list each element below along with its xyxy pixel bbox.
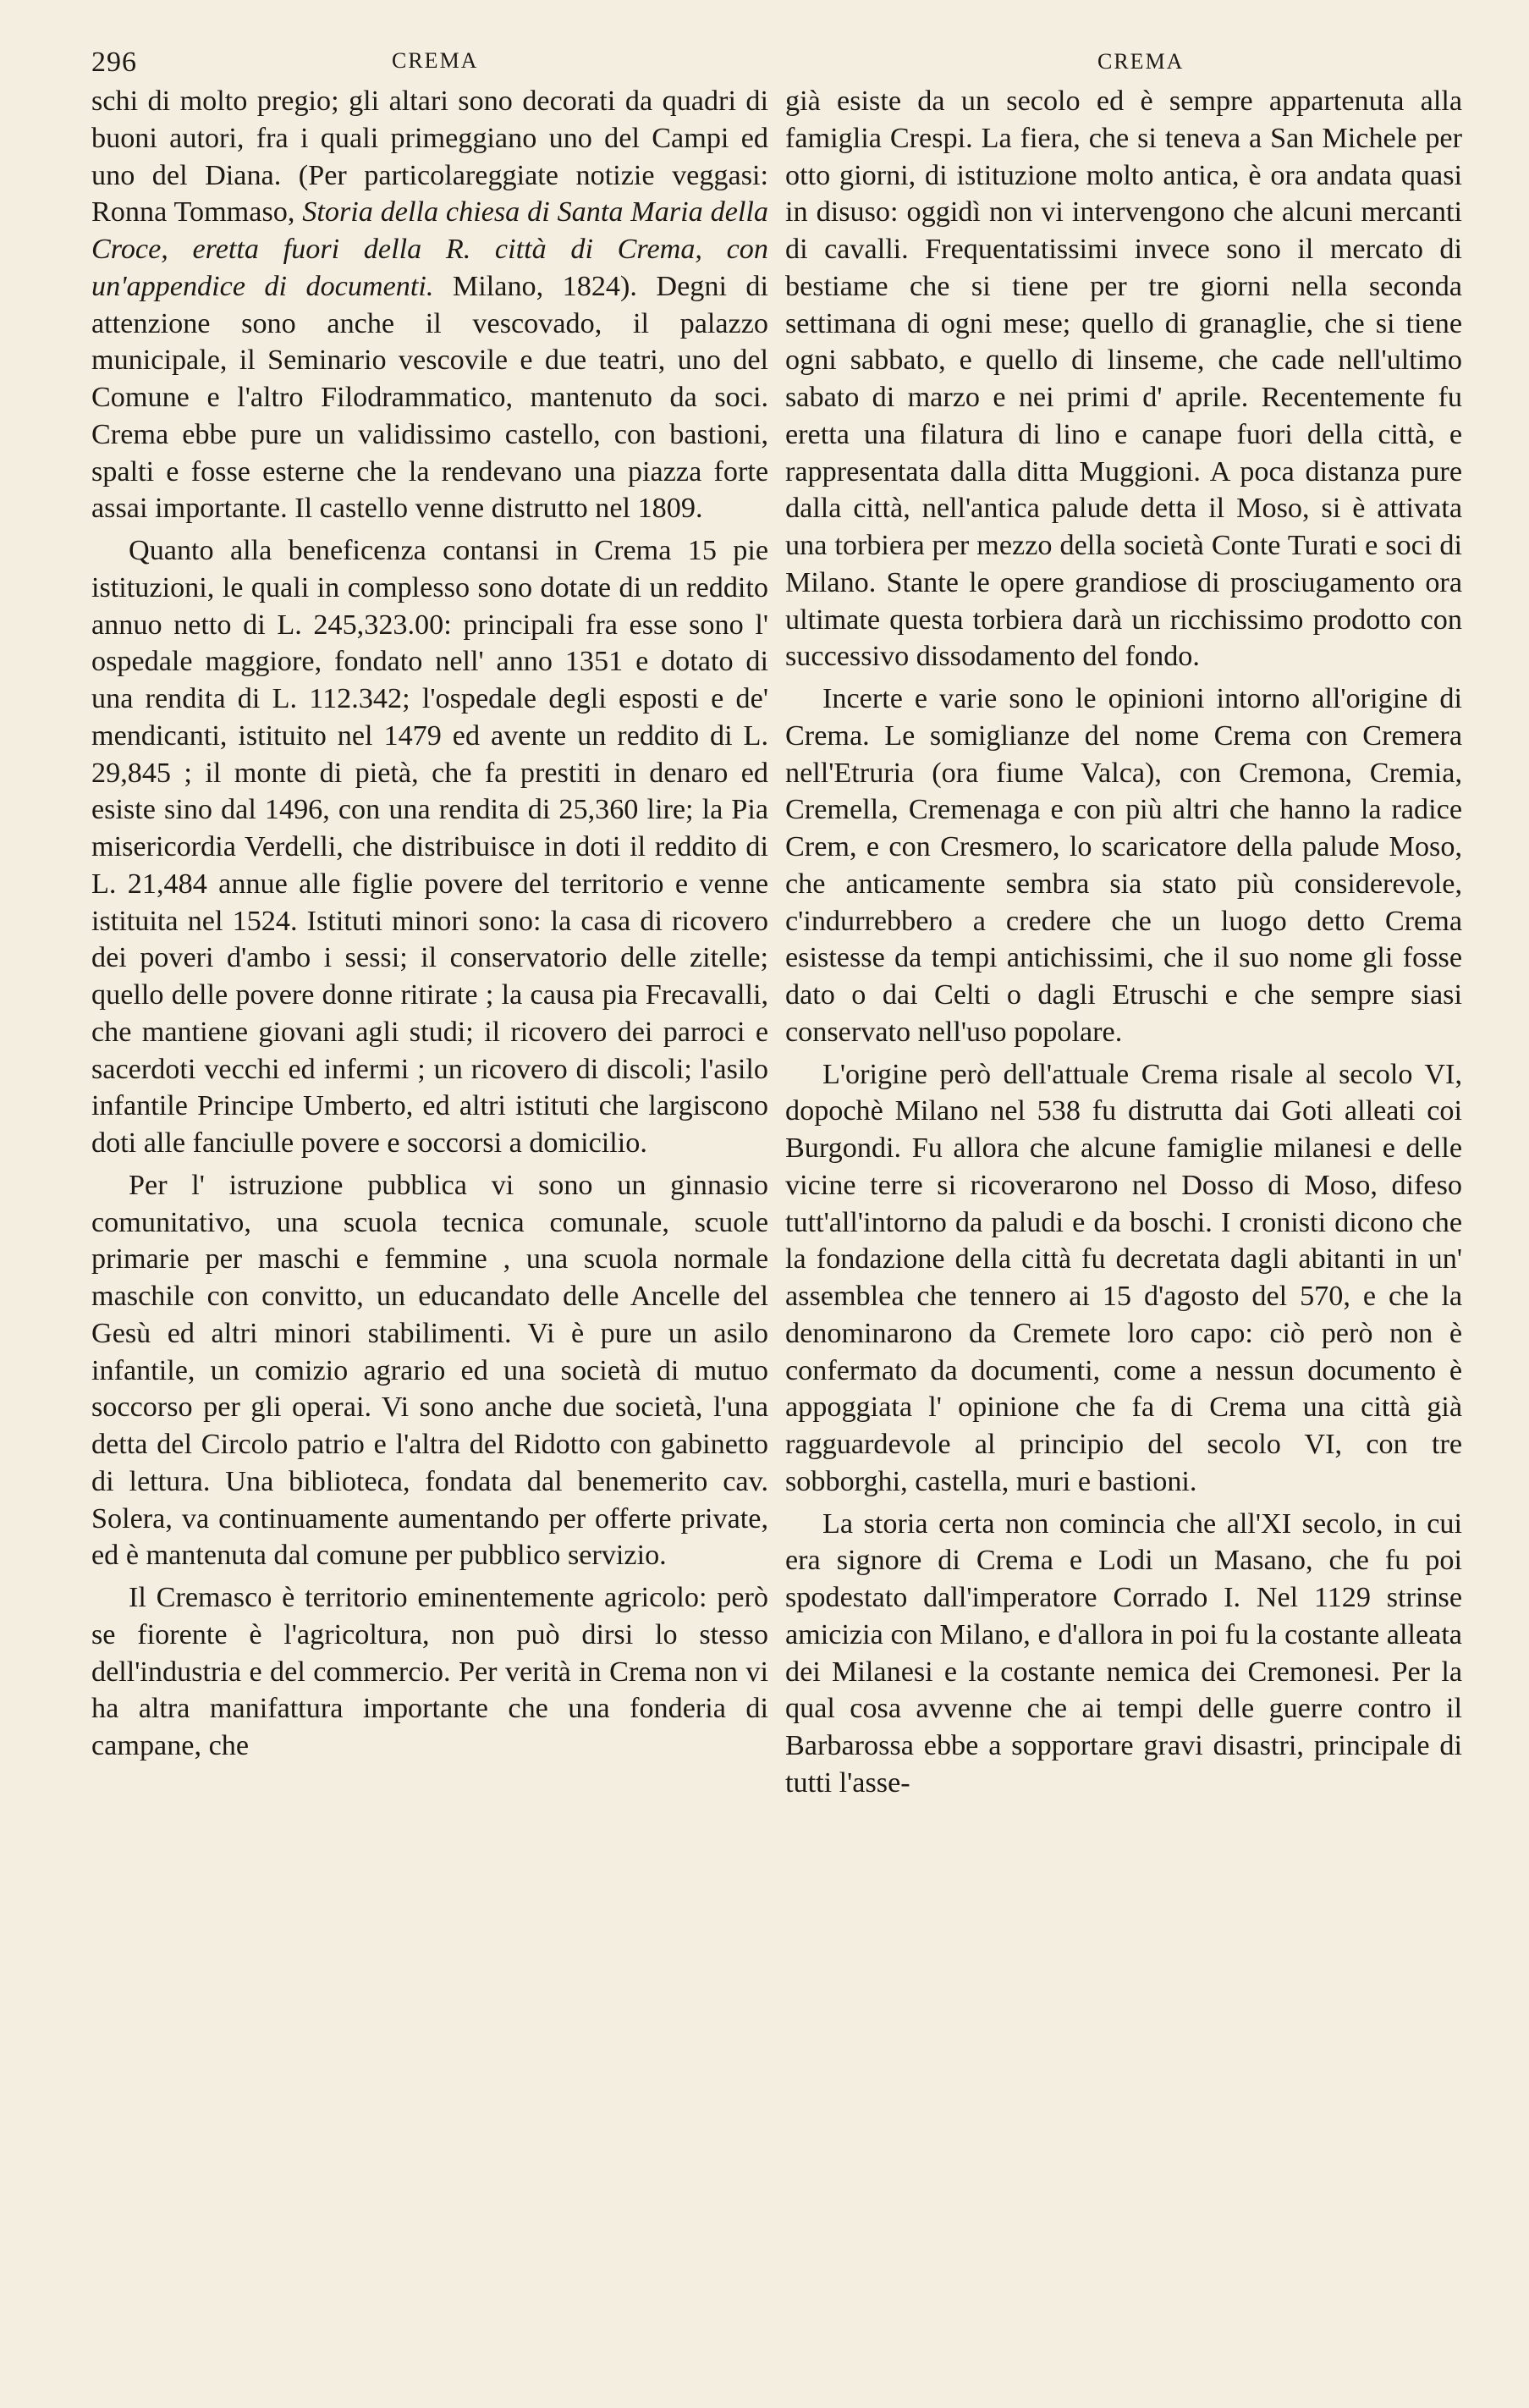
- page-header-left: [91, 47, 768, 80]
- paragraph-text: già esiste da un secolo ed è sempre appartenuta alla famiglia Crespi. La fiera, che si teneva a San Michele per otto giorni, di istituzione molto antica, è ora andata quasi in disuso: oggidì non vi intervengono che alcuni mercanti di cavalli. Frequentatissimi invece sono il mercato di bestiame che si tiene per tre giorni nella seconda settimana di ogni mese; quello di granaglie, che si tiene ogni sabbato, e quello di linseme, che cade nell'ultimo sabato di marzo e nei primi d' aprile. Recentemente fu eretta una filatura di lino e canape fuori della città, e rappresentata dalla ditta Muggioni. A poca distanza pure dalla città, nell'antica palude detta il Moso, si è attivata una torbiera per mezzo della società Conte Turati e soci di Milano. Stante le opere grandiose di prosciugamento ora ultimate questa torbiera darà un ricchissimo prodotto con successivo dissodamento del fondo.: [785, 85, 1462, 673]
- paragraph: [91, 532, 768, 1162]
- paragraph: [785, 681, 1462, 1051]
- paragraph: [91, 1579, 768, 1765]
- paragraph-text: Quanto alla beneficenza contansi in Crema 15 pie istituzioni, le quali in complesso sono dotate di un reddito annuo netto di L. 245,323.00: principali fra esse sono l' ospedale maggiore, fondato nell' anno 1351 e dotato di una rendita di L. 112.342; l'ospedale degli esposti e de' mendicanti, istituito nel 1479 ed avente un reddito di L. 29,845 ; il monte di pietà, che fa prestiti in denaro ed esiste sino dal 1496, con una rendita di 25,360 lire; la Pia misericordia Verdelli, che distribuisce in doti il reddito di L. 21,484 annue alle figlie povere del territorio e venne istituita nel 1524. Istituti minori sono: la casa di ricovero dei poveri d'ambo i sessi; il conservatorio delle zitelle; quello delle povere donne ritirate ; la causa pia Frecavalli, che mantiene giovani agli studi; il ricovero dei parroci e sacerdoti vecchi ed infermi ; un ricovero di discoli; l'asilo infantile Principe Umberto, ed altri istituti che largiscono doti alle fanciulle povere e soccorsi a domicilio.: [91, 535, 768, 1159]
- paragraph: [785, 83, 1462, 675]
- paragraph-text: Per l' istruzione pubblica vi sono un ginnasio comunitativo, una scuola tecnica comunale, scuole primarie per maschi e femmine , una scuola normale maschile con convitto, un educandato delle Ancelle del Gesù ed altri minori stabilimenti. Vi è pure un asilo infantile, un comizio agrario ed una società di mutuo soccorso per gli operai. Vi sono anche due società, l'una detta del Circolo patrio e l'altra del Ridotto con gabinetto di lettura. Una biblioteca, fondata dal benemerito cav. Solera, va continuamente aumentando per offerte private, ed è mantenuta dal comune per pubblico servizio.: [91, 1169, 768, 1572]
- italic-citation: Storia della chiesa di Santa Maria della Croce, eretta fuori della R. città di Crema, con un'appendice di documenti.: [91, 196, 768, 302]
- running-head-right: CREMA: [1097, 49, 1185, 74]
- paragraph: [91, 83, 768, 527]
- page-header-right: [1097, 47, 1267, 80]
- left-column: [91, 83, 768, 1765]
- paragraph-text: Incerte e varie sono le opinioni intorno all'origine di Crema. Le somiglianze del nome Crema con Cremera nell'Etruria (ora fiume Valca), con Cremona, Cremia, Cremella, Cremenaga e con più altri che hanno la radice Crem, e con Cresmero, lo scaricatore della palude Moso, che anticamente sembra sia stato più considerevole, c'indurrebbero a credere che un luogo detto Crema esistesse da tempi antichissimi, che il suo nome gli fosse dato o dai Celti o dagli Etruschi e che sempre siasi conservato nell'uso popolare.: [785, 683, 1462, 1048]
- paragraph-text: L'origine però dell'attuale Crema risale al secolo VI, dopochè Milano nel 538 fu distrutta dai Goti alleati coi Burgondi. Fu allora che alcune famiglie milanesi e delle vicine terre si ricoverarono nel Dosso di Moso, difeso tutt'all'intorno da paludi e da boschi. I cronisti dicono che la fondazione della città fu decretata dagli abitanti in un' assemblea che tennero ai 15 d'agosto del 570, e che la denominarono da Cremete loro capo: ciò però non è confermato da documenti, come a nessun documento è appoggiata l' opinione che fa di Crema una città già ragguardevole al principio del secolo VI, con tre sobborghi, castella, muri e bastioni.: [785, 1058, 1462, 1497]
- paragraph-text: Milano, 1824). Degni di attenzione sono anche il vescovado, il palazzo municipale, il Seminario vescovile e due teatri, uno del Comune e l'altro Filodrammatico, mantenuto da soci. Crema ebbe pure un validissimo castello, con bastioni, spalti e fosse esterne che la rendevano una piazza forte assai importante. Il castello venne distrutto nel 1809.: [91, 270, 768, 525]
- paragraph: [91, 1167, 768, 1574]
- paragraph: [785, 1506, 1462, 1802]
- paragraph-text: La storia certa non comincia che all'XI secolo, in cui era signore di Crema e Lodi un Masano, che fu poi spodestato dall'imperatore Corrado I. Nel 1129 strinse amicizia con Milano, e d'allora in poi fu la costante alleata dei Milanesi e la costante nemica dei Cremonesi. Per la qual cosa avvenne che ai tempi delle guerre contro il Barbarossa ebbe a sopportare gravi disastri, principale di tutti l'asse-: [785, 1507, 1462, 1799]
- paragraph-text: schi di molto pregio; gli altari sono decorati da quadri di buoni autori, fra i quali primeggiano uno del Campi ed uno del Diana. (Per particolareggiate notizie veggasi: Ronna Tommaso,: [91, 85, 768, 229]
- column-gutter: [774, 85, 775, 2184]
- paragraph-text: Il Cremasco è territorio eminentemente agricolo: però se fiorente è l'agricoltura, non può dirsi lo stesso dell'industria e del commercio. Per verità in Crema non vi ha altra manifattura importante che una fonderia di campane, che: [91, 1582, 768, 1761]
- paragraph: [785, 1056, 1462, 1501]
- page-number: 296: [91, 47, 137, 78]
- right-column: [785, 83, 1462, 1802]
- running-head-left: CREMA: [392, 48, 479, 73]
